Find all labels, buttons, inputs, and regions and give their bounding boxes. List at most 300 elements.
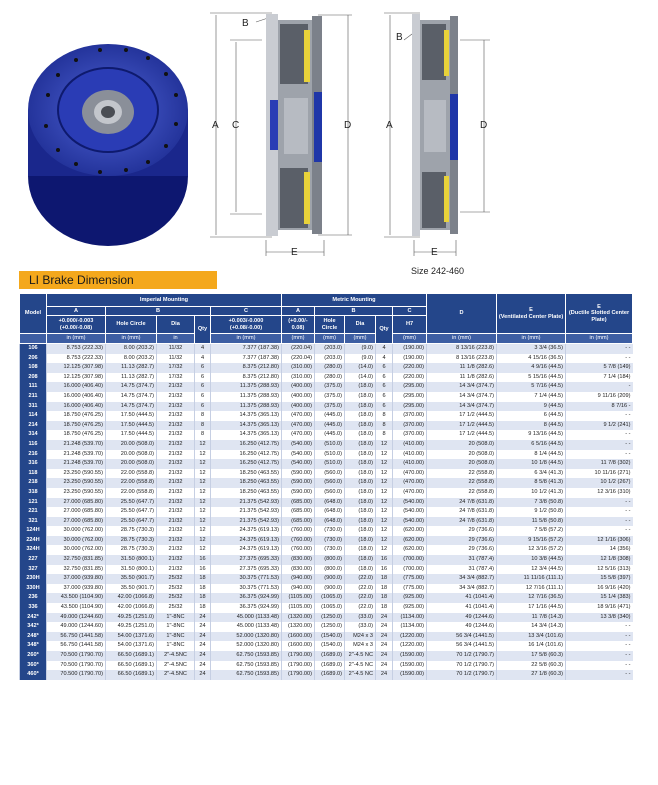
metric-c-cell: (925.00) bbox=[393, 593, 427, 603]
a-cell: 70.500 (1790.70) bbox=[47, 661, 106, 671]
brake-illustrations bbox=[0, 0, 658, 262]
metric-dia-cell: (18.0) bbox=[345, 392, 376, 402]
unit-d: in (mm) bbox=[427, 334, 497, 344]
qty-cell: 18 bbox=[195, 584, 211, 594]
table-row bbox=[20, 478, 633, 488]
qty-cell: 18 bbox=[195, 603, 211, 613]
hole-circle-cell: 20.00 (508.0) bbox=[106, 459, 157, 469]
hole-circle-cell: 28.75 (730.3) bbox=[106, 536, 157, 546]
unit-dia: in bbox=[157, 334, 195, 344]
metric-hole-circle-cell: (203.0) bbox=[315, 344, 345, 354]
metric-hole-circle-cell: (510.0) bbox=[315, 459, 345, 469]
table-row bbox=[20, 622, 633, 632]
metric-dia-cell: (22.0) bbox=[345, 603, 376, 613]
dia-cell: 17/32 bbox=[157, 363, 195, 373]
e-ductile-label: E bbox=[597, 303, 601, 310]
e-ventilated-cell: 4 15/16 (36.5) bbox=[497, 354, 566, 364]
d-cell: 70 1/2 (1790.7) bbox=[427, 670, 497, 680]
table-row bbox=[20, 641, 633, 651]
a-cell: 23.250 (590.55) bbox=[47, 488, 106, 498]
col-d: D bbox=[427, 294, 497, 334]
metric-a-cell: (1790.00) bbox=[282, 661, 315, 671]
table-row bbox=[20, 459, 633, 469]
d-cell: 29 (736.6) bbox=[427, 536, 497, 546]
metric-qty-cell: 6 bbox=[376, 373, 393, 383]
table-row bbox=[20, 651, 633, 661]
c-cell: 62.750 (1593.85) bbox=[211, 651, 282, 661]
metric-dia-cell: (14.0) bbox=[345, 373, 376, 383]
metric-dia-cell: (33.0) bbox=[345, 613, 376, 623]
e-ventilated-cell: 3 3/4 (36.5) bbox=[497, 344, 566, 354]
metric-qty-cell: 12 bbox=[376, 440, 393, 450]
qty-cell: 8 bbox=[195, 430, 211, 440]
brake-dimension-table bbox=[19, 293, 633, 680]
dia-cell: 21/32 bbox=[157, 555, 195, 565]
hole-circle-cell: 14.75 (374.7) bbox=[106, 392, 157, 402]
dia-cell: 21/32 bbox=[157, 392, 195, 402]
dia-cell: 21/32 bbox=[157, 402, 195, 412]
e-ductile-cell: 10 11/16 (271) bbox=[566, 469, 633, 479]
metric-c-cell: (370.00) bbox=[393, 430, 427, 440]
metric-c-cell: (540.00) bbox=[393, 498, 427, 508]
a-cell: 18.750 (476.25) bbox=[47, 421, 106, 431]
model-cell: 224H bbox=[20, 536, 47, 546]
metric-a-cell: (470.00) bbox=[282, 411, 315, 421]
dim-label-a-1: A bbox=[212, 120, 219, 131]
metric-qty-cell: 24 bbox=[376, 661, 393, 671]
metric-dia-cell: (18.0) bbox=[345, 382, 376, 392]
table-row bbox=[20, 373, 633, 383]
d-cell: 22 (558.8) bbox=[427, 478, 497, 488]
e-ductile-cell: - - bbox=[566, 517, 633, 527]
metric-qty-cell: 24 bbox=[376, 670, 393, 680]
metric-dia-cell: (9.0) bbox=[345, 344, 376, 354]
a-cell: 23.250 (590.55) bbox=[47, 478, 106, 488]
dia-cell: 21/32 bbox=[157, 517, 195, 527]
metric-hole-circle-cell: (203.0) bbox=[315, 354, 345, 364]
metric-dia-cell: (18.0) bbox=[345, 469, 376, 479]
d-cell: 49 (1244.6) bbox=[427, 613, 497, 623]
hole-circle-cell: 8.00 (203.2) bbox=[106, 344, 157, 354]
e-ductile-cell: - - bbox=[566, 651, 633, 661]
c-cell: 62.750 (1593.85) bbox=[211, 670, 282, 680]
metric-a-cell: (540.00) bbox=[282, 459, 315, 469]
metric-qty: Qty bbox=[376, 316, 393, 344]
metric-qty-cell: 8 bbox=[376, 421, 393, 431]
c-cell: 36.375 (924.99) bbox=[211, 603, 282, 613]
metric-qty-cell: 12 bbox=[376, 450, 393, 460]
metric-a-cell: (220.04) bbox=[282, 344, 315, 354]
e-ventilated-cell: 9 15/16 (57.2) bbox=[497, 536, 566, 546]
table-row bbox=[20, 670, 633, 680]
metric-dia-cell: (18.0) bbox=[345, 488, 376, 498]
dia-cell: 11/32 bbox=[157, 354, 195, 364]
unit-c: in (mm) bbox=[211, 334, 282, 344]
model-cell: 342* bbox=[20, 622, 47, 632]
e-ductile-cell: - - bbox=[566, 507, 633, 517]
metric-a-cell: (760.00) bbox=[282, 545, 315, 555]
e-ventilated-cell: 13 3/4 (101.6) bbox=[497, 632, 566, 642]
table-row bbox=[20, 507, 633, 517]
d-cell: 22 (558.8) bbox=[427, 469, 497, 479]
metric-a-cell: (540.00) bbox=[282, 440, 315, 450]
a-cell: 12.125 (307.98) bbox=[47, 373, 106, 383]
metric-a-cell: (760.00) bbox=[282, 526, 315, 536]
model-cell: 211 bbox=[20, 392, 47, 402]
unit-m-hole-circle: (mm) bbox=[315, 334, 345, 344]
metric-dia-cell: 2"-4.5 NC bbox=[345, 670, 376, 680]
metric-c-cell: (295.00) bbox=[393, 402, 427, 412]
e-ductile-cell: - - bbox=[566, 661, 633, 671]
section-banner: LI Brake Dimension bbox=[19, 271, 217, 289]
a-cell: 43.500 (1104.90) bbox=[47, 603, 106, 613]
metric-hole-circle-cell: (280.0) bbox=[315, 363, 345, 373]
qty-cell: 12 bbox=[195, 536, 211, 546]
e-ventilated-sub: (Ventilated Center Plate) bbox=[498, 313, 564, 320]
metric-c-cell: (1134.00) bbox=[393, 613, 427, 623]
hole-circle-cell: 11.13 (282.7) bbox=[106, 363, 157, 373]
metric-a-cell: (830.00) bbox=[282, 555, 315, 565]
qty-cell: 24 bbox=[195, 670, 211, 680]
d-cell: 34 3/4 (882.7) bbox=[427, 574, 497, 584]
dia-cell: 17/32 bbox=[157, 373, 195, 383]
hole-circle-cell: 20.00 (508.0) bbox=[106, 450, 157, 460]
dia-cell: 25/32 bbox=[157, 603, 195, 613]
metric-hole-circle-cell: (648.0) bbox=[315, 498, 345, 508]
metric-qty-cell: 4 bbox=[376, 344, 393, 354]
table-row bbox=[20, 603, 633, 613]
metric-c-cell: (295.00) bbox=[393, 382, 427, 392]
hole-circle-cell: 25.50 (647.7) bbox=[106, 498, 157, 508]
metric-c-cell: (220.00) bbox=[393, 363, 427, 373]
d-cell: 17 1/2 (444.5) bbox=[427, 411, 497, 421]
d-cell: 17 1/2 (444.5) bbox=[427, 421, 497, 431]
a-cell: 70.500 (1790.70) bbox=[47, 670, 106, 680]
table-row bbox=[20, 354, 633, 364]
metric-dia-cell: (18.0) bbox=[345, 450, 376, 460]
metric-a-cell: (830.00) bbox=[282, 565, 315, 575]
c-cell: 30.375 (771.53) bbox=[211, 584, 282, 594]
col-model: Model bbox=[20, 294, 47, 334]
model-cell: 206 bbox=[20, 354, 47, 364]
metric-hole-circle-cell: (1689.0) bbox=[315, 670, 345, 680]
hole-circle-cell: 14.75 (374.7) bbox=[106, 402, 157, 412]
metric-hole-circle-cell: (1250.0) bbox=[315, 613, 345, 623]
d-cell: 14 3/4 (374.7) bbox=[427, 402, 497, 412]
unit-mc: (mm) bbox=[393, 334, 427, 344]
e-ductile-cell: - bbox=[566, 382, 633, 392]
metric-dia-cell: (9.0) bbox=[345, 354, 376, 364]
metric-hole-circle-cell: (375.0) bbox=[315, 402, 345, 412]
a-cell: 32.750 (831.85) bbox=[47, 555, 106, 565]
metric-a: A bbox=[282, 307, 315, 316]
unit-e-ductile: in (mm) bbox=[566, 334, 633, 344]
metric-dia-cell: (22.0) bbox=[345, 593, 376, 603]
a-cell: 16.000 (406.40) bbox=[47, 382, 106, 392]
metric-dia-cell: (18.0) bbox=[345, 526, 376, 536]
e-ventilated-label: E bbox=[529, 307, 533, 313]
qty-cell: 6 bbox=[195, 382, 211, 392]
metric-dia: Dia bbox=[345, 316, 376, 334]
metric-a-cell: (1105.00) bbox=[282, 603, 315, 613]
metric-qty-cell: 12 bbox=[376, 478, 393, 488]
e-ventilated-cell: 8 1/4 (44.5) bbox=[497, 450, 566, 460]
a-cell: 16.000 (406.40) bbox=[47, 392, 106, 402]
c-cell: 18.250 (463.55) bbox=[211, 488, 282, 498]
metric-qty-cell: 4 bbox=[376, 354, 393, 364]
qty-cell: 24 bbox=[195, 651, 211, 661]
metric-dia-cell: (18.0) bbox=[345, 459, 376, 469]
qty-cell: 8 bbox=[195, 421, 211, 431]
e-ductile-cell: 15 5/8 (397) bbox=[566, 574, 633, 584]
e-ductile-sub: (Ductile Slotted Center Plate) bbox=[568, 310, 630, 323]
metric-dia-cell: (18.0) bbox=[345, 507, 376, 517]
metric-qty-cell: 6 bbox=[376, 392, 393, 402]
qty-cell: 4 bbox=[195, 354, 211, 364]
d-cell: 70 1/2 (1790.7) bbox=[427, 661, 497, 671]
c-cell: 14.375 (365.13) bbox=[211, 430, 282, 440]
c-cell: 27.375 (695.33) bbox=[211, 565, 282, 575]
hole-circle-cell: 49.25 (1251.0) bbox=[106, 622, 157, 632]
metric-hole-circle-cell: (375.0) bbox=[315, 382, 345, 392]
metric-c-cell: (220.00) bbox=[393, 373, 427, 383]
metric-hole-circle-cell: (1689.0) bbox=[315, 661, 345, 671]
metric-c-cell: (295.00) bbox=[393, 392, 427, 402]
metric-c-cell: (1590.00) bbox=[393, 651, 427, 661]
a-cell: 70.500 (1790.70) bbox=[47, 651, 106, 661]
dia-cell: 21/32 bbox=[157, 478, 195, 488]
metric-a-cell: (1320.00) bbox=[282, 613, 315, 623]
imperial-a: A bbox=[47, 307, 106, 316]
metric-hole-circle-cell: (375.0) bbox=[315, 392, 345, 402]
qty-cell: 6 bbox=[195, 392, 211, 402]
metric-dia-cell: (18.0) bbox=[345, 517, 376, 527]
model-cell: 214 bbox=[20, 421, 47, 431]
dim-label-a-2: A bbox=[386, 120, 393, 131]
metric-qty-cell: 12 bbox=[376, 488, 393, 498]
model-cell: 118 bbox=[20, 469, 47, 479]
metric-qty-cell: 16 bbox=[376, 565, 393, 575]
c-cell: 11.375 (288.93) bbox=[211, 402, 282, 412]
size-caption: Size 242-460 bbox=[411, 266, 465, 276]
e-ductile-cell: - - bbox=[566, 632, 633, 642]
metric-c-cell: (700.00) bbox=[393, 555, 427, 565]
metric-a-cell: (1320.00) bbox=[282, 622, 315, 632]
a-cell: 21.248 (539.70) bbox=[47, 450, 106, 460]
dim-label-c-1: C bbox=[232, 120, 240, 131]
a-cell: 27.000 (685.80) bbox=[47, 517, 106, 527]
table-row bbox=[20, 517, 633, 527]
e-ventilated-cell: 10 1/2 (41.3) bbox=[497, 488, 566, 498]
metric-qty-cell: 24 bbox=[376, 632, 393, 642]
qty-cell: 24 bbox=[195, 632, 211, 642]
metric-a-cell: (470.00) bbox=[282, 421, 315, 431]
metric-hole-circle-cell: (1540.0) bbox=[315, 641, 345, 651]
metric-dia-cell: (18.0) bbox=[345, 498, 376, 508]
d-cell: 49 (1244.6) bbox=[427, 622, 497, 632]
qty-cell: 16 bbox=[195, 565, 211, 575]
a-cell: 18.750 (476.25) bbox=[47, 411, 106, 421]
metric-dia-cell: 2"-4.5 NC bbox=[345, 651, 376, 661]
e-ventilated-cell: 17 5/8 (60.3) bbox=[497, 651, 566, 661]
c-cell: 52.000 (1320.80) bbox=[211, 641, 282, 651]
unit-model bbox=[20, 334, 47, 344]
e-ventilated-cell: 9 1/2 (50.8) bbox=[497, 507, 566, 517]
e-ductile-cell: 8 7/16 - bbox=[566, 402, 633, 412]
metric-c-cell: (410.00) bbox=[393, 440, 427, 450]
dia-cell: 1"-8NC bbox=[157, 641, 195, 651]
hole-circle-cell: 25.50 (647.7) bbox=[106, 517, 157, 527]
section-view-2 bbox=[384, 13, 490, 256]
metric-qty-cell: 6 bbox=[376, 363, 393, 373]
imperial-mounting-header: Imperial Mounting bbox=[47, 294, 282, 307]
metric-dia-cell: (18.0) bbox=[345, 478, 376, 488]
metric-hole-circle-cell: (730.0) bbox=[315, 536, 345, 546]
e-ventilated-cell: 12 7/16 (111.1) bbox=[497, 584, 566, 594]
d-cell: 34 3/4 (882.7) bbox=[427, 584, 497, 594]
qty-cell: 12 bbox=[195, 488, 211, 498]
c-cell: 21.375 (542.93) bbox=[211, 507, 282, 517]
c-cell: 45.000 (1133.48) bbox=[211, 622, 282, 632]
dia-cell: 21/32 bbox=[157, 430, 195, 440]
d-cell: 14 3/4 (374.7) bbox=[427, 392, 497, 402]
metric-hole-circle-cell: (1065.0) bbox=[315, 603, 345, 613]
dia-cell: 2"-4.5NC bbox=[157, 661, 195, 671]
metric-c-cell: (540.00) bbox=[393, 507, 427, 517]
metric-c-cell: (775.00) bbox=[393, 584, 427, 594]
metric-c-cell: (1590.00) bbox=[393, 670, 427, 680]
unit-a: in (mm) bbox=[47, 334, 106, 344]
e-ventilated-cell: 12 7/16 (36.5) bbox=[497, 593, 566, 603]
hole-circle-cell: 8.00 (203.2) bbox=[106, 354, 157, 364]
a-cell: 27.000 (685.80) bbox=[47, 498, 106, 508]
dia-cell: 25/32 bbox=[157, 574, 195, 584]
dia-cell: 21/32 bbox=[157, 450, 195, 460]
model-cell: 248* bbox=[20, 632, 47, 642]
metric-c-cell: (370.00) bbox=[393, 411, 427, 421]
c-cell: 30.375 (771.53) bbox=[211, 574, 282, 584]
c-cell: 27.375 (695.33) bbox=[211, 555, 282, 565]
table-row bbox=[20, 593, 633, 603]
d-cell: 41 (1041.4) bbox=[427, 603, 497, 613]
hole-circle-cell: 28.75 (730.3) bbox=[106, 526, 157, 536]
d-cell: 56 3/4 (1441.5) bbox=[427, 632, 497, 642]
model-cell: 114 bbox=[20, 411, 47, 421]
dim-label-b-2: B bbox=[396, 32, 403, 43]
e-ventilated-cell: 7 1/4 (44.5) bbox=[497, 392, 566, 402]
metric-a-cell: (400.00) bbox=[282, 382, 315, 392]
d-cell: 29 (736.6) bbox=[427, 526, 497, 536]
metric-hole-circle-cell: (1540.0) bbox=[315, 632, 345, 642]
c-cell: 36.375 (924.99) bbox=[211, 593, 282, 603]
metric-c-cell: (470.00) bbox=[393, 478, 427, 488]
metric-a-cell: (685.00) bbox=[282, 507, 315, 517]
a-cell: 16.000 (406.40) bbox=[47, 402, 106, 412]
e-ventilated-cell: 17 1/16 (44.5) bbox=[497, 603, 566, 613]
metric-hole-circle-cell: (900.0) bbox=[315, 584, 345, 594]
dia-cell: 21/32 bbox=[157, 498, 195, 508]
table-row bbox=[20, 498, 633, 508]
qty-cell: 18 bbox=[195, 574, 211, 584]
imperial-a-tolerance: +0.000/-0.003 (+0.00/-0.08) bbox=[47, 316, 106, 334]
e-ventilated-cell: 11 7/8 (14.3) bbox=[497, 613, 566, 623]
d-cell: 24 7/8 (631.8) bbox=[427, 498, 497, 508]
metric-c-cell: (470.00) bbox=[393, 488, 427, 498]
qty-cell: 12 bbox=[195, 478, 211, 488]
dia-cell: 1"-8NC bbox=[157, 622, 195, 632]
dim-label-e-1: E bbox=[291, 247, 298, 258]
c-cell: 16.250 (412.75) bbox=[211, 440, 282, 450]
e-ventilated-cell: 4 9/16 (44.5) bbox=[497, 363, 566, 373]
metric-a-cell: (590.00) bbox=[282, 488, 315, 498]
metric-c-cell: (470.00) bbox=[393, 469, 427, 479]
model-cell: 360* bbox=[20, 661, 47, 671]
e-ventilated-cell: 6 3/4 (41.3) bbox=[497, 469, 566, 479]
model-cell: 260* bbox=[20, 651, 47, 661]
c-cell: 21.375 (542.93) bbox=[211, 498, 282, 508]
a-cell: 21.248 (539.70) bbox=[47, 459, 106, 469]
e-ductile-cell: 18 9/16 (471) bbox=[566, 603, 633, 613]
table-row bbox=[20, 392, 633, 402]
metric-dia-cell: (18.0) bbox=[345, 555, 376, 565]
metric-dia-cell: (22.0) bbox=[345, 574, 376, 584]
metric-dia-cell: (18.0) bbox=[345, 440, 376, 450]
qty-cell: 24 bbox=[195, 641, 211, 651]
a-cell: 23.250 (590.55) bbox=[47, 469, 106, 479]
hole-circle-cell: 49.25 (1251.0) bbox=[106, 613, 157, 623]
metric-a-cell: (400.00) bbox=[282, 392, 315, 402]
d-cell: 41 (1041.4) bbox=[427, 593, 497, 603]
table-row bbox=[20, 440, 633, 450]
dia-cell: 25/32 bbox=[157, 584, 195, 594]
metric-c-cell: (190.00) bbox=[393, 354, 427, 364]
c-cell: 16.250 (412.75) bbox=[211, 450, 282, 460]
dia-cell: 21/32 bbox=[157, 536, 195, 546]
metric-mounting-header: Metric Mounting bbox=[282, 294, 427, 307]
dia-cell: 11/32 bbox=[157, 344, 195, 354]
metric-dia-cell: (33.0) bbox=[345, 622, 376, 632]
metric-qty-cell: 18 bbox=[376, 584, 393, 594]
dia-cell: 21/32 bbox=[157, 421, 195, 431]
metric-hole-circle-cell: (510.0) bbox=[315, 440, 345, 450]
metric-hole-circle-cell: (730.0) bbox=[315, 526, 345, 536]
qty-cell: 12 bbox=[195, 459, 211, 469]
e-ventilated-cell: 8 5/8 (41.3) bbox=[497, 478, 566, 488]
section-view-1 bbox=[210, 13, 352, 256]
qty-cell: 8 bbox=[195, 411, 211, 421]
metric-dia-cell: (18.0) bbox=[345, 430, 376, 440]
metric-a-cell: (310.00) bbox=[282, 373, 315, 383]
metric-b: B bbox=[315, 307, 393, 316]
e-ventilated-cell: 8 (44.5) bbox=[497, 421, 566, 431]
hole-circle-cell: 66.50 (1689.1) bbox=[106, 651, 157, 661]
a-cell: 56.750 (1441.58) bbox=[47, 632, 106, 642]
metric-a-tolerance: (+0.00/- 0.08) bbox=[282, 316, 315, 334]
metric-c-cell: (1590.00) bbox=[393, 661, 427, 671]
table-row bbox=[20, 469, 633, 479]
e-ductile-cell: 9 11/16 (209) bbox=[566, 392, 633, 402]
metric-hole-circle-cell: (560.0) bbox=[315, 478, 345, 488]
d-cell: 8 13/16 (223.8) bbox=[427, 344, 497, 354]
qty-cell: 24 bbox=[195, 613, 211, 623]
d-cell: 31 (787.4) bbox=[427, 555, 497, 565]
dia-cell: 21/32 bbox=[157, 459, 195, 469]
metric-qty-cell: 18 bbox=[376, 603, 393, 613]
metric-a-cell: (400.00) bbox=[282, 402, 315, 412]
d-cell: 8 13/16 (223.8) bbox=[427, 354, 497, 364]
table-body bbox=[20, 344, 633, 680]
d-cell: 11 1/8 (282.6) bbox=[427, 373, 497, 383]
